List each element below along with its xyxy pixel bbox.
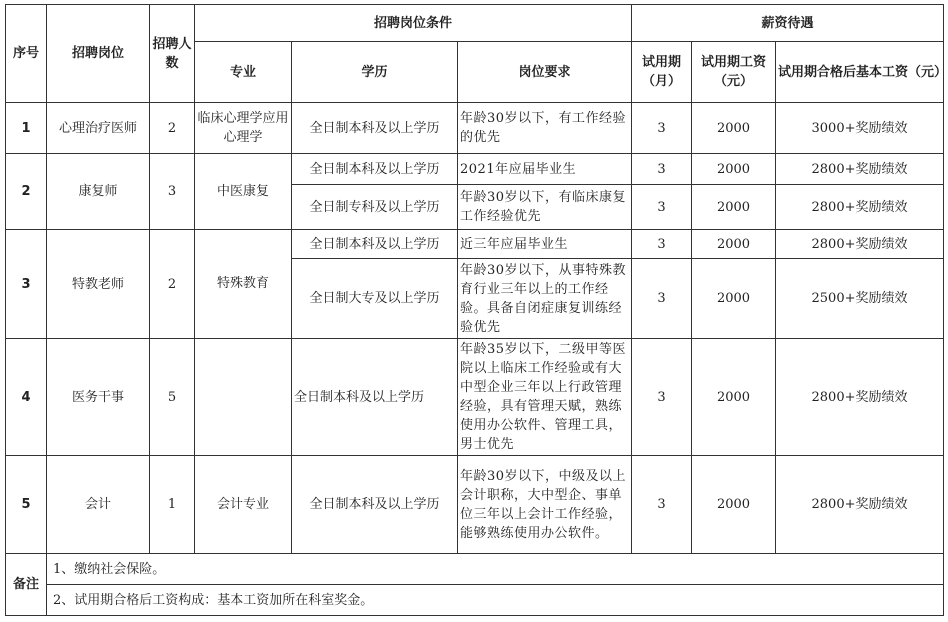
table-row [6, 103, 944, 154]
row-count: 5 [150, 339, 195, 456]
note-item: 2、试用期合格后工资构成：基本工资加所在科室奖金。 [47, 585, 944, 616]
header-count: 招聘人数 [150, 5, 195, 103]
row-education: 全日制本科及以上学历 [292, 154, 458, 185]
header-base-salary: 试用期合格后基本工资（元） [776, 42, 944, 103]
row-probation-salary: 2000 [692, 230, 776, 259]
row-position: 特教老师 [47, 230, 150, 339]
row-probation-period: 3 [632, 259, 692, 339]
row-education: 全日制专科及以上学历 [292, 185, 458, 230]
row-no: 1 [6, 103, 47, 154]
row-base-salary: 3000+奖励绩效 [776, 103, 944, 154]
row-base-salary: 2800+奖励绩效 [776, 185, 944, 230]
row-major [195, 339, 292, 456]
row-probation-salary: 2000 [692, 103, 776, 154]
header-major: 专业 [195, 42, 292, 103]
row-no: 3 [6, 230, 47, 339]
row-position: 康复师 [47, 154, 150, 230]
row-requirements: 年龄30岁以下，中级及以上会计职称，大中型企、事单位三年以上会计工作经验，能够熟练使用办公软件。 [458, 456, 632, 554]
header-probation-period: 试用期（月） [632, 42, 692, 103]
header-education: 学历 [292, 42, 458, 103]
notes-row [6, 585, 944, 616]
row-base-salary: 2800+奖励绩效 [776, 154, 944, 185]
header-position: 招聘岗位 [47, 5, 150, 103]
recruitment-table [5, 4, 948, 616]
row-probation-period: 3 [632, 230, 692, 259]
row-education: 全日制大专及以上学历 [292, 259, 458, 339]
row-probation-salary: 2000 [692, 456, 776, 554]
row-requirements: 近三年应届毕业生 [458, 230, 632, 259]
row-count: 1 [150, 456, 195, 554]
row-count: 2 [150, 230, 195, 339]
header-conditions: 招聘岗位条件 [195, 5, 632, 42]
header-probation-salary: 试用期工资（元） [692, 42, 776, 103]
row-no: 5 [6, 456, 47, 554]
row-probation-period: 3 [632, 154, 692, 185]
row-education: 全日制本科及以上学历 [292, 230, 458, 259]
note-item: 1、缴纳社会保险。 [47, 554, 944, 585]
row-probation-period: 3 [632, 456, 692, 554]
table-row [6, 154, 944, 185]
header-no: 序号 [6, 5, 47, 103]
table-row [6, 339, 944, 456]
row-probation-salary: 2000 [692, 154, 776, 185]
row-probation-period: 3 [632, 103, 692, 154]
table-row [6, 456, 944, 554]
row-requirements: 年龄30岁以下，有临床康复工作经验优先 [458, 185, 632, 230]
row-major: 中医康复 [195, 154, 292, 230]
row-base-salary: 2800+奖励绩效 [776, 456, 944, 554]
row-major: 特殊教育 [195, 230, 292, 339]
table-row [6, 230, 944, 259]
row-count: 2 [150, 103, 195, 154]
header-requirements: 岗位要求 [458, 42, 632, 103]
row-position: 医务干事 [47, 339, 150, 456]
row-probation-salary: 2000 [692, 185, 776, 230]
row-base-salary: 2800+奖励绩效 [776, 230, 944, 259]
row-count: 3 [150, 154, 195, 230]
row-position: 心理治疗医师 [47, 103, 150, 154]
notes-row [6, 554, 944, 585]
row-position: 会计 [47, 456, 150, 554]
row-education: 全日制本科及以上学历 [292, 339, 458, 456]
row-probation-period: 3 [632, 339, 692, 456]
row-education: 全日制本科及以上学历 [292, 103, 458, 154]
row-probation-salary: 2000 [692, 339, 776, 456]
row-no: 2 [6, 154, 47, 230]
row-major: 会计专业 [195, 456, 292, 554]
row-requirements: 年龄30岁以下，从事特殊教育行业三年以上的工作经验。具备自闭症康复训练经验优先 [458, 259, 632, 339]
row-base-salary: 2500+奖励绩效 [776, 259, 944, 339]
row-no: 4 [6, 339, 47, 456]
row-probation-period: 3 [632, 185, 692, 230]
row-base-salary: 2800+奖励绩效 [776, 339, 944, 456]
row-education: 全日制本科及以上学历 [292, 456, 458, 554]
row-probation-salary: 2000 [692, 259, 776, 339]
notes-label: 备注 [6, 554, 47, 616]
row-major: 临床心理学应用心理学 [195, 103, 292, 154]
row-requirements: 2021年应届毕业生 [458, 154, 632, 185]
row-requirements: 年龄35岁以下，二级甲等医院以上临床工作经验或有大中型企业三年以上行政管理经验，具有管理天赋，熟练使用办公软件、管理工具，男士优先 [458, 339, 632, 456]
row-requirements: 年龄30岁以下，有工作经验的优先 [458, 103, 632, 154]
header-salary: 薪资待遇 [632, 5, 944, 42]
